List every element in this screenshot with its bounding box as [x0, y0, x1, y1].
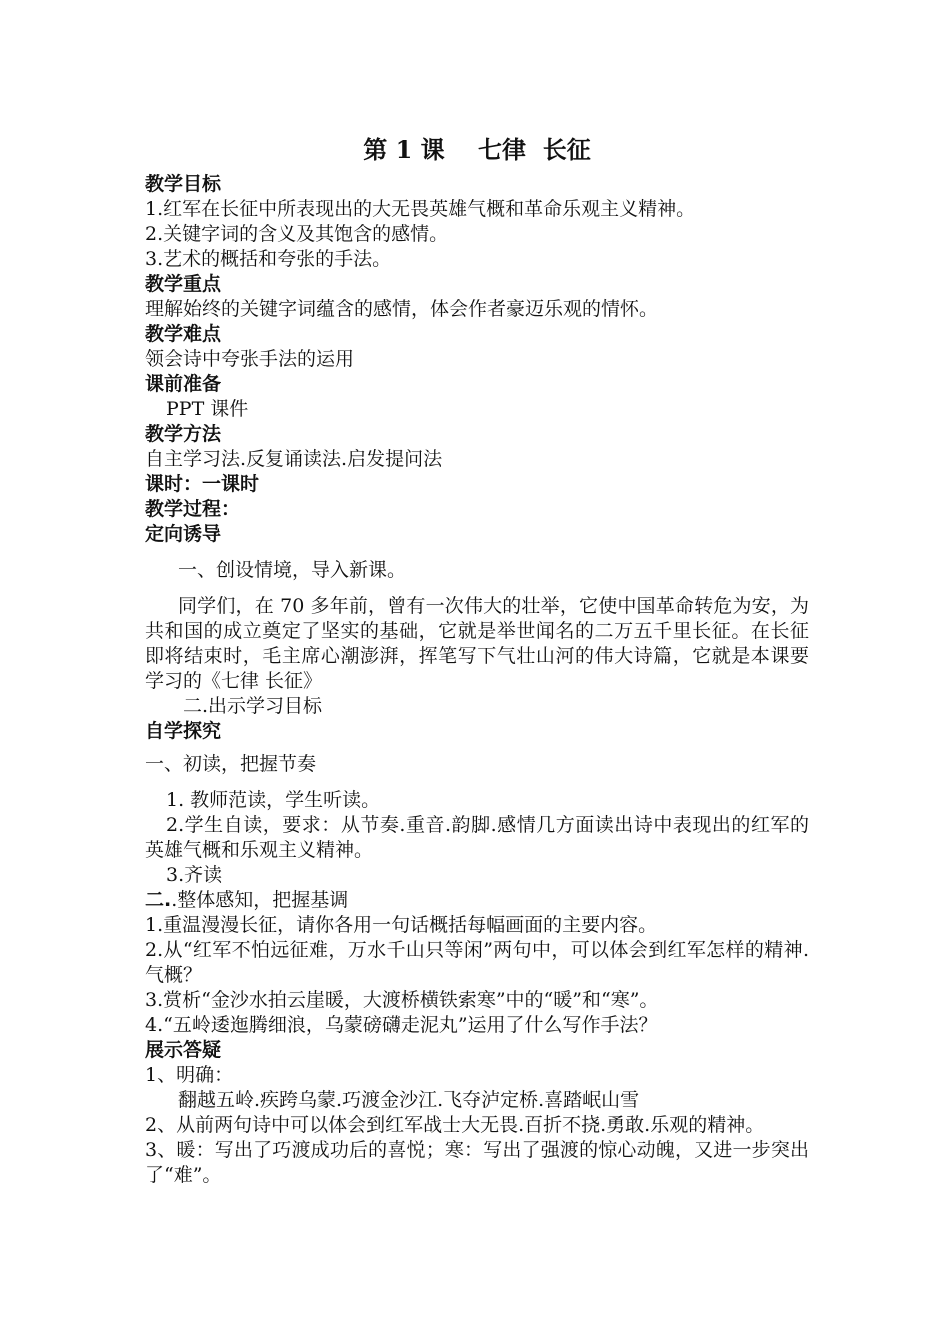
key-points-text: 理解始终的关键字词蕴含的感情，体会作者豪迈乐观的情怀。: [145, 298, 659, 320]
objective-item: 1.红军在长征中所表现出的大无畏英雄气概和革命乐观主义精神。: [145, 198, 696, 220]
key-points-heading: 教学重点: [145, 273, 222, 295]
self-study-heading: 自学探究: [145, 720, 222, 742]
question-item: 3.赏析“金沙水拍云崖暖，大渡桥横铁索寒”中的“暖”和“寒”。: [145, 989, 659, 1011]
question-item: 4.“五岭逶迤腾细浪，乌蒙磅礴走泥丸”运用了什么写作手法？: [145, 1014, 658, 1036]
self-study-item: 1. 教师范读，学生听读。: [166, 789, 381, 811]
difficulties-text: 领会诗中夸张手法的运用: [145, 348, 355, 370]
objective-item: 3.艺术的概括和夸张的手法。: [145, 248, 392, 270]
answer-item: 2、从前两句诗中可以体会到红军战士大无畏.百折不挠.勇敢.乐观的精神。: [145, 1114, 765, 1136]
methods-heading: 教学方法: [145, 423, 222, 445]
self-study-item: [145, 813, 809, 863]
self-study-item: 3.齐读: [166, 864, 223, 886]
part-2-text: .整体感知，把握基调: [171, 889, 349, 911]
answer-item: 3、暖：写出了巧渡成功后的喜悦；寒：写出了强渡的惊心动魄，又进一步突出了“难”。: [145, 1139, 809, 1186]
preparation-heading: 课前准备: [145, 373, 222, 395]
preparation-text: PPT 课件: [166, 398, 249, 420]
intro-paragraph: 同学们，在 70 多年前，曾有一次伟大的壮举，它使中国革命转危为安，为共和国的成立奠定了坚实的基础，它就是举世闻名的二万五千里长征。在长征即将结束时，毛主席心潮澎湃，挥笔写下气壮山河的伟大诗篇，它就是本课要学习的《七律 长征》: [145, 595, 809, 692]
methods-text: 自主学习法.反复诵读法.启发提问法: [145, 448, 443, 470]
objective-item: 2.关键字词的含义及其饱含的感情。: [145, 223, 449, 245]
self-study-part-2: [145, 888, 809, 913]
lesson-title: 第 1 课 七律 长征: [363, 135, 591, 164]
objectives-heading: 教学目标: [145, 173, 222, 195]
answers-heading: 展示答疑: [145, 1039, 222, 1061]
self-study-item-text: 2.学生自读，要求：从节奏.重音.韵脚.感情几方面读出诗中表现出的红军的英雄气概和乐观主义精神。: [145, 814, 809, 861]
difficulties-heading: 教学难点: [145, 323, 222, 345]
question-item: 2.从“红军不怕远征难，万水千山只等闲”两句中，可以体会到红军怎样的精神.气概？: [145, 939, 809, 986]
answer-1-text: 翻越五岭.疾跨乌蒙.巧渡金沙江.飞夺泸定桥.喜踏岷山雪: [178, 1089, 640, 1111]
document-page: [145, 128, 809, 1188]
process-heading: 教学过程：: [145, 498, 241, 520]
orientation-step-2: 二.出示学习目标: [183, 695, 323, 717]
orientation-heading: 定向诱导: [145, 523, 222, 545]
self-study-part-1: 一、初读，把握节奏: [145, 753, 317, 775]
part-2-prefix: 二.: [145, 889, 172, 911]
orientation-step-1: 一、创设情境，导入新课。: [178, 559, 407, 581]
question-item: 1.重温漫漫长征，请你各用一句话概括每幅画面的主要内容。: [145, 914, 658, 936]
answer-1-label: 1、明确：: [145, 1064, 234, 1086]
class-hours: 课时：一课时: [145, 473, 260, 495]
